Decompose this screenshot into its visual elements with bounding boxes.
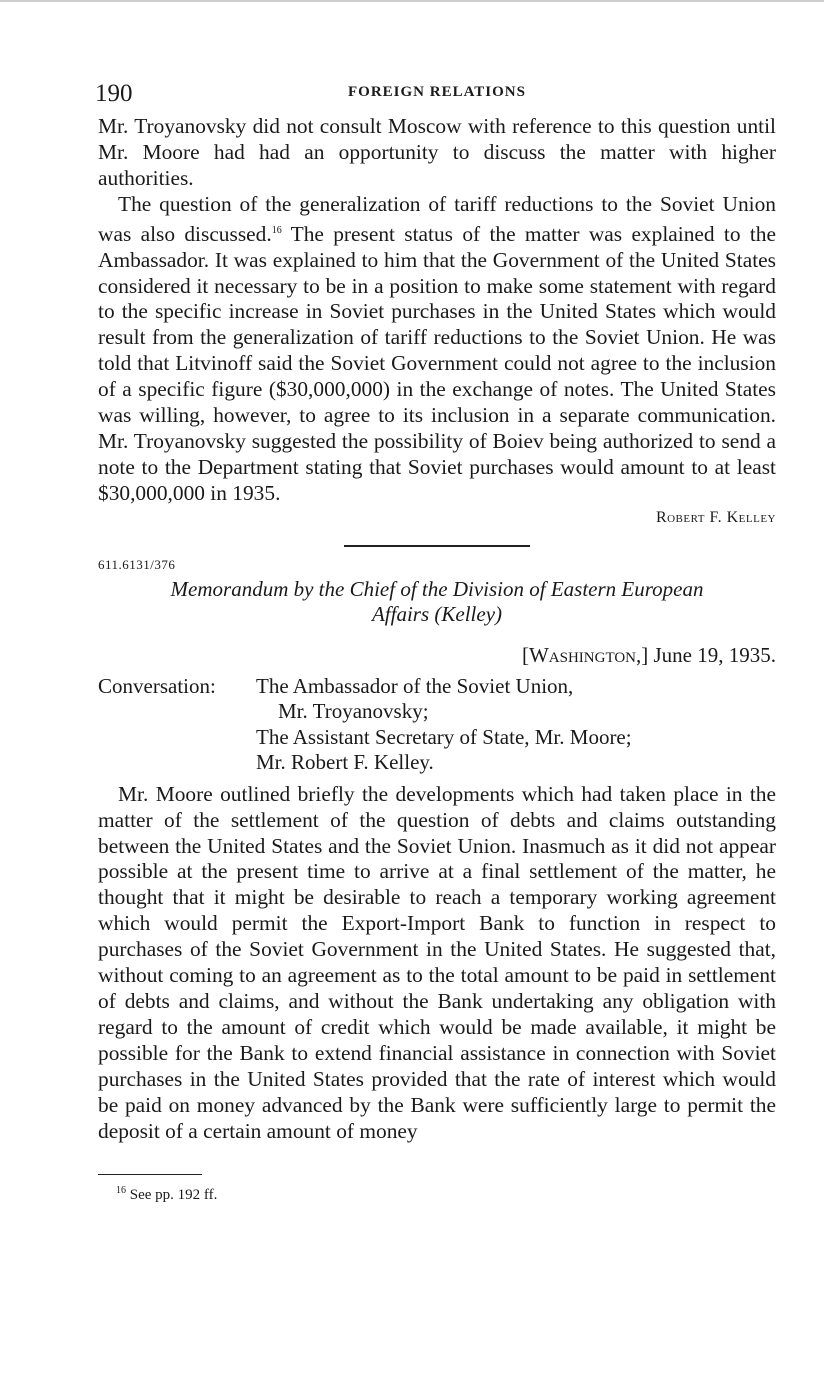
participant: The Ambassador of the Soviet Union, (256, 673, 574, 698)
page-top-edge (0, 0, 824, 2)
participants-list (256, 674, 632, 776)
dateline-date: June 19, 1935. (648, 642, 776, 667)
section-divider (344, 545, 530, 547)
footnote (98, 1185, 776, 1204)
footnote-number: 16 (116, 1185, 126, 1197)
memo-title (98, 577, 776, 627)
dateline (98, 643, 776, 668)
footnote-text: See pp. 192 ff. (126, 1187, 218, 1204)
file-reference: 611.6131/376 (98, 556, 176, 572)
document-page (95, 80, 776, 1204)
page-header (95, 80, 776, 114)
footnote-divider (98, 1174, 202, 1175)
paragraph-text: The question of the generalization of tariff reductions to the Soviet Union was also discussed. (98, 191, 776, 246)
participant: Mr. Troyanovsky; (278, 699, 429, 724)
participant: Mr. Robert F. Kelley. (256, 750, 434, 775)
paragraph-text: The present status of the matter was explained to the Ambassador. It was explained to him that the Government of the United States considered it necessary to be in a position to make some statement with regard to the specific increase in Soviet purchases in the United States which would result from the generalization of tariff reductions to the Soviet Union. He was told that Litvinoff said the Soviet Government could not agree to the inclusion of a specific figure ($30,000,000) in the exchange of notes. The United States was willing, however, to agree to its inclusion in a separate communication. Mr. Troyanovsky suggested the possibility of Boiev being authorized to send a note to the Department stating that Soviet purchases would amount to at least $30,000,000 in 1935. (98, 221, 776, 505)
conversation-label: Conversation: (98, 673, 216, 698)
footnote-ref: 16 (271, 224, 282, 236)
paragraph-tariff (98, 192, 776, 507)
dateline-place: [Washington,] (521, 642, 649, 667)
paragraph: Mr. Troyanovsky did not consult Moscow with reference to this question until Mr. Moore had had an opportunity to discuss the matter with higher authorities. (98, 114, 776, 190)
memo-title-line: Affairs (Kelley) (371, 601, 503, 626)
signature: Robert F. Kelley (655, 508, 776, 526)
running-head: FOREIGN RELATIONS (347, 84, 526, 100)
memo-title-line: Memorandum by the Chief of the Division of Eastern European (170, 576, 704, 601)
page-number: 190 (95, 80, 133, 107)
conversation-block (98, 674, 776, 776)
paragraph: Mr. Moore outlined briefly the developments which had taken place in the matter of the settlement of the question of debts and claims outstanding between the United States and the Soviet Union. Inasmuch as it did not appear possible at the present time to arrive at a final settlement of the matter, he thought that it might be desirable to reach a temporary working agreement which would permit the Export-Import Bank to function in respect to purchases of the Soviet Government in the United States. He suggested that, without coming to an agreement as to the total amount to be paid in settlement of debts and claims, and without the Bank undertaking any obligation with regard to the amount of credit which would be made available, it might be possible for the Bank to extend financial assistance in connection with Soviet purchases in the United States provided that the rate of interest which would be paid on money advanced by the Bank were sufficiently large to permit the deposit of a certain amount of money (98, 781, 776, 1143)
participant: The Assistant Secretary of State, Mr. Moore; (256, 724, 632, 749)
